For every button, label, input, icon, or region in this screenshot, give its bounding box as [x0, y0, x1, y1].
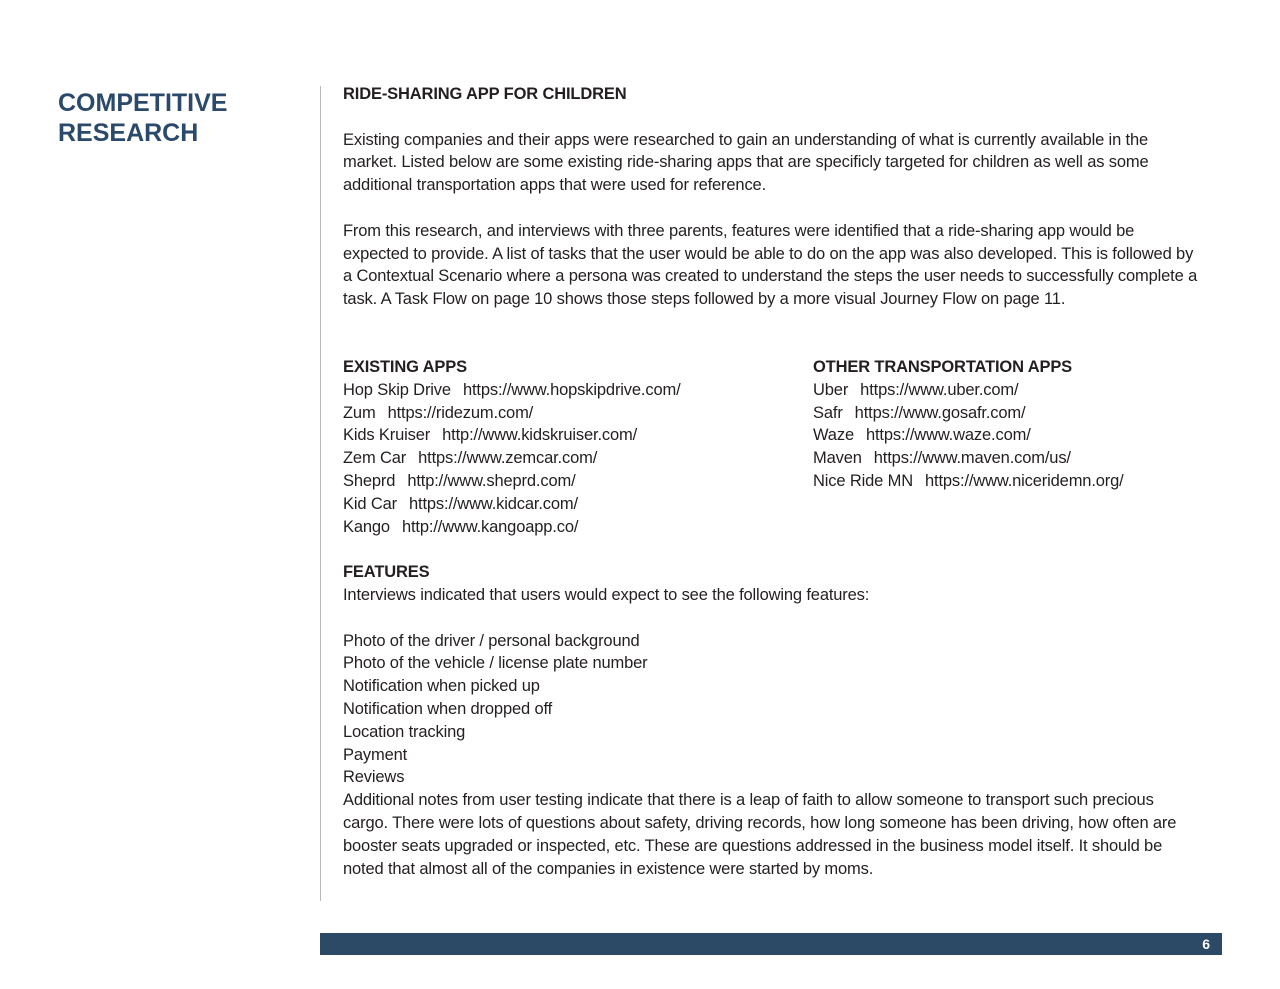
list-item [343, 424, 813, 447]
app-url[interactable]: https://www.uber.com/ [860, 380, 1019, 399]
app-url[interactable]: https://www.zemcar.com/ [418, 449, 598, 468]
app-url[interactable]: http://www.kidskruiser.com/ [442, 426, 638, 445]
section-title [58, 88, 298, 148]
list-item [813, 379, 1203, 402]
list-item: Reviews [343, 768, 405, 787]
list-item: Photo of the vehicle / license plate number [343, 654, 648, 673]
other-apps-heading: OTHER TRANSPORTATION APPS [813, 357, 1073, 376]
app-url[interactable]: https://www.waze.com/ [865, 426, 1031, 445]
app-name: Safr [813, 403, 843, 422]
app-name: Waze [813, 426, 854, 445]
list-item [343, 402, 813, 425]
app-name: Maven [813, 449, 862, 468]
list-item [343, 447, 813, 470]
main-content [343, 83, 1203, 880]
app-name: Kid Car [343, 494, 397, 513]
app-url[interactable]: https://www.kidcar.com/ [408, 494, 578, 513]
app-url[interactable]: https://ridezum.com/ [387, 403, 534, 422]
intro-heading: RIDE-SHARING APP FOR CHILDREN [343, 85, 627, 103]
section-title-line-1: COMPETITIVE [58, 89, 228, 117]
app-name: Zum [343, 403, 376, 422]
footer-bar [320, 933, 1222, 955]
app-name: Sheprd [343, 471, 396, 490]
intro-paragraph-2: From this research, and interviews with three parents, features were identified that a ride-sharing app would be expected to provide. A list of tasks that the user would be able to do on the app was also developed. This is followed by a Contextual Scenario where a persona was created to understand the steps the user needs to successfully complete a task. A Task Flow on page 10 shows those steps followed by a more visual Journey Flow on page 11. [343, 221, 1198, 309]
list-item [813, 470, 1203, 493]
existing-apps-heading: EXISTING APPS [343, 357, 467, 376]
app-name: Kango [343, 517, 390, 536]
app-url[interactable]: http://www.kangoapp.co/ [401, 517, 579, 536]
existing-apps-list [343, 379, 813, 539]
list-item [343, 470, 813, 493]
app-name: Hop Skip Drive [343, 380, 451, 399]
apps-columns [343, 356, 1203, 538]
existing-apps-section [343, 356, 813, 538]
list-item: Notification when dropped off [343, 699, 553, 718]
list-item [343, 493, 813, 516]
section-title-line-2: RESEARCH [58, 119, 199, 147]
list-item [343, 379, 813, 402]
list-item: Notification when picked up [343, 677, 540, 696]
app-url[interactable]: https://www.hopskipdrive.com/ [462, 380, 681, 399]
list-item: Payment [343, 745, 408, 764]
app-url[interactable]: https://www.niceridemn.org/ [924, 471, 1124, 490]
list-item [813, 402, 1203, 425]
app-name: Kids Kruiser [343, 426, 431, 445]
features-heading: FEATURES [343, 563, 430, 582]
other-apps-section [813, 356, 1203, 538]
features-list [343, 630, 1203, 790]
list-item: Location tracking [343, 722, 466, 741]
intro-paragraph-1: Existing companies and their apps were researched to gain an understanding of what is currently available in the market. Listed below are some existing ride-sharing apps that are specificly targeted for children as well as some additional transportation apps that were used for reference. [343, 130, 1149, 195]
page-number: 6 [1202, 936, 1210, 952]
list-item [813, 424, 1203, 447]
features-section [343, 561, 1203, 880]
list-item [813, 447, 1203, 470]
vertical-divider [320, 86, 321, 901]
app-name: Uber [813, 380, 849, 399]
list-item [343, 516, 813, 539]
app-name: Zem Car [343, 449, 407, 468]
list-item: Photo of the driver / personal background [343, 631, 640, 650]
app-url[interactable]: https://www.gosafr.com/ [854, 403, 1026, 422]
features-intro: Interviews indicated that users would expect to see the following features: [343, 585, 870, 604]
app-name: Nice Ride MN [813, 471, 913, 490]
other-apps-list [813, 379, 1203, 493]
app-url[interactable]: https://www.maven.com/us/ [873, 449, 1071, 468]
app-url[interactable]: http://www.sheprd.com/ [407, 471, 576, 490]
features-notes: Additional notes from user testing indicate that there is a leap of faith to allow someone to transport such precious cargo. There were lots of questions about safety, driving records, how long someone has been driving, how often are booster seats upgraded or inspected, etc. These are questions addressed in the business model itself. It should be noted that almost all of the companies in existence were started by moms. [343, 791, 1177, 878]
